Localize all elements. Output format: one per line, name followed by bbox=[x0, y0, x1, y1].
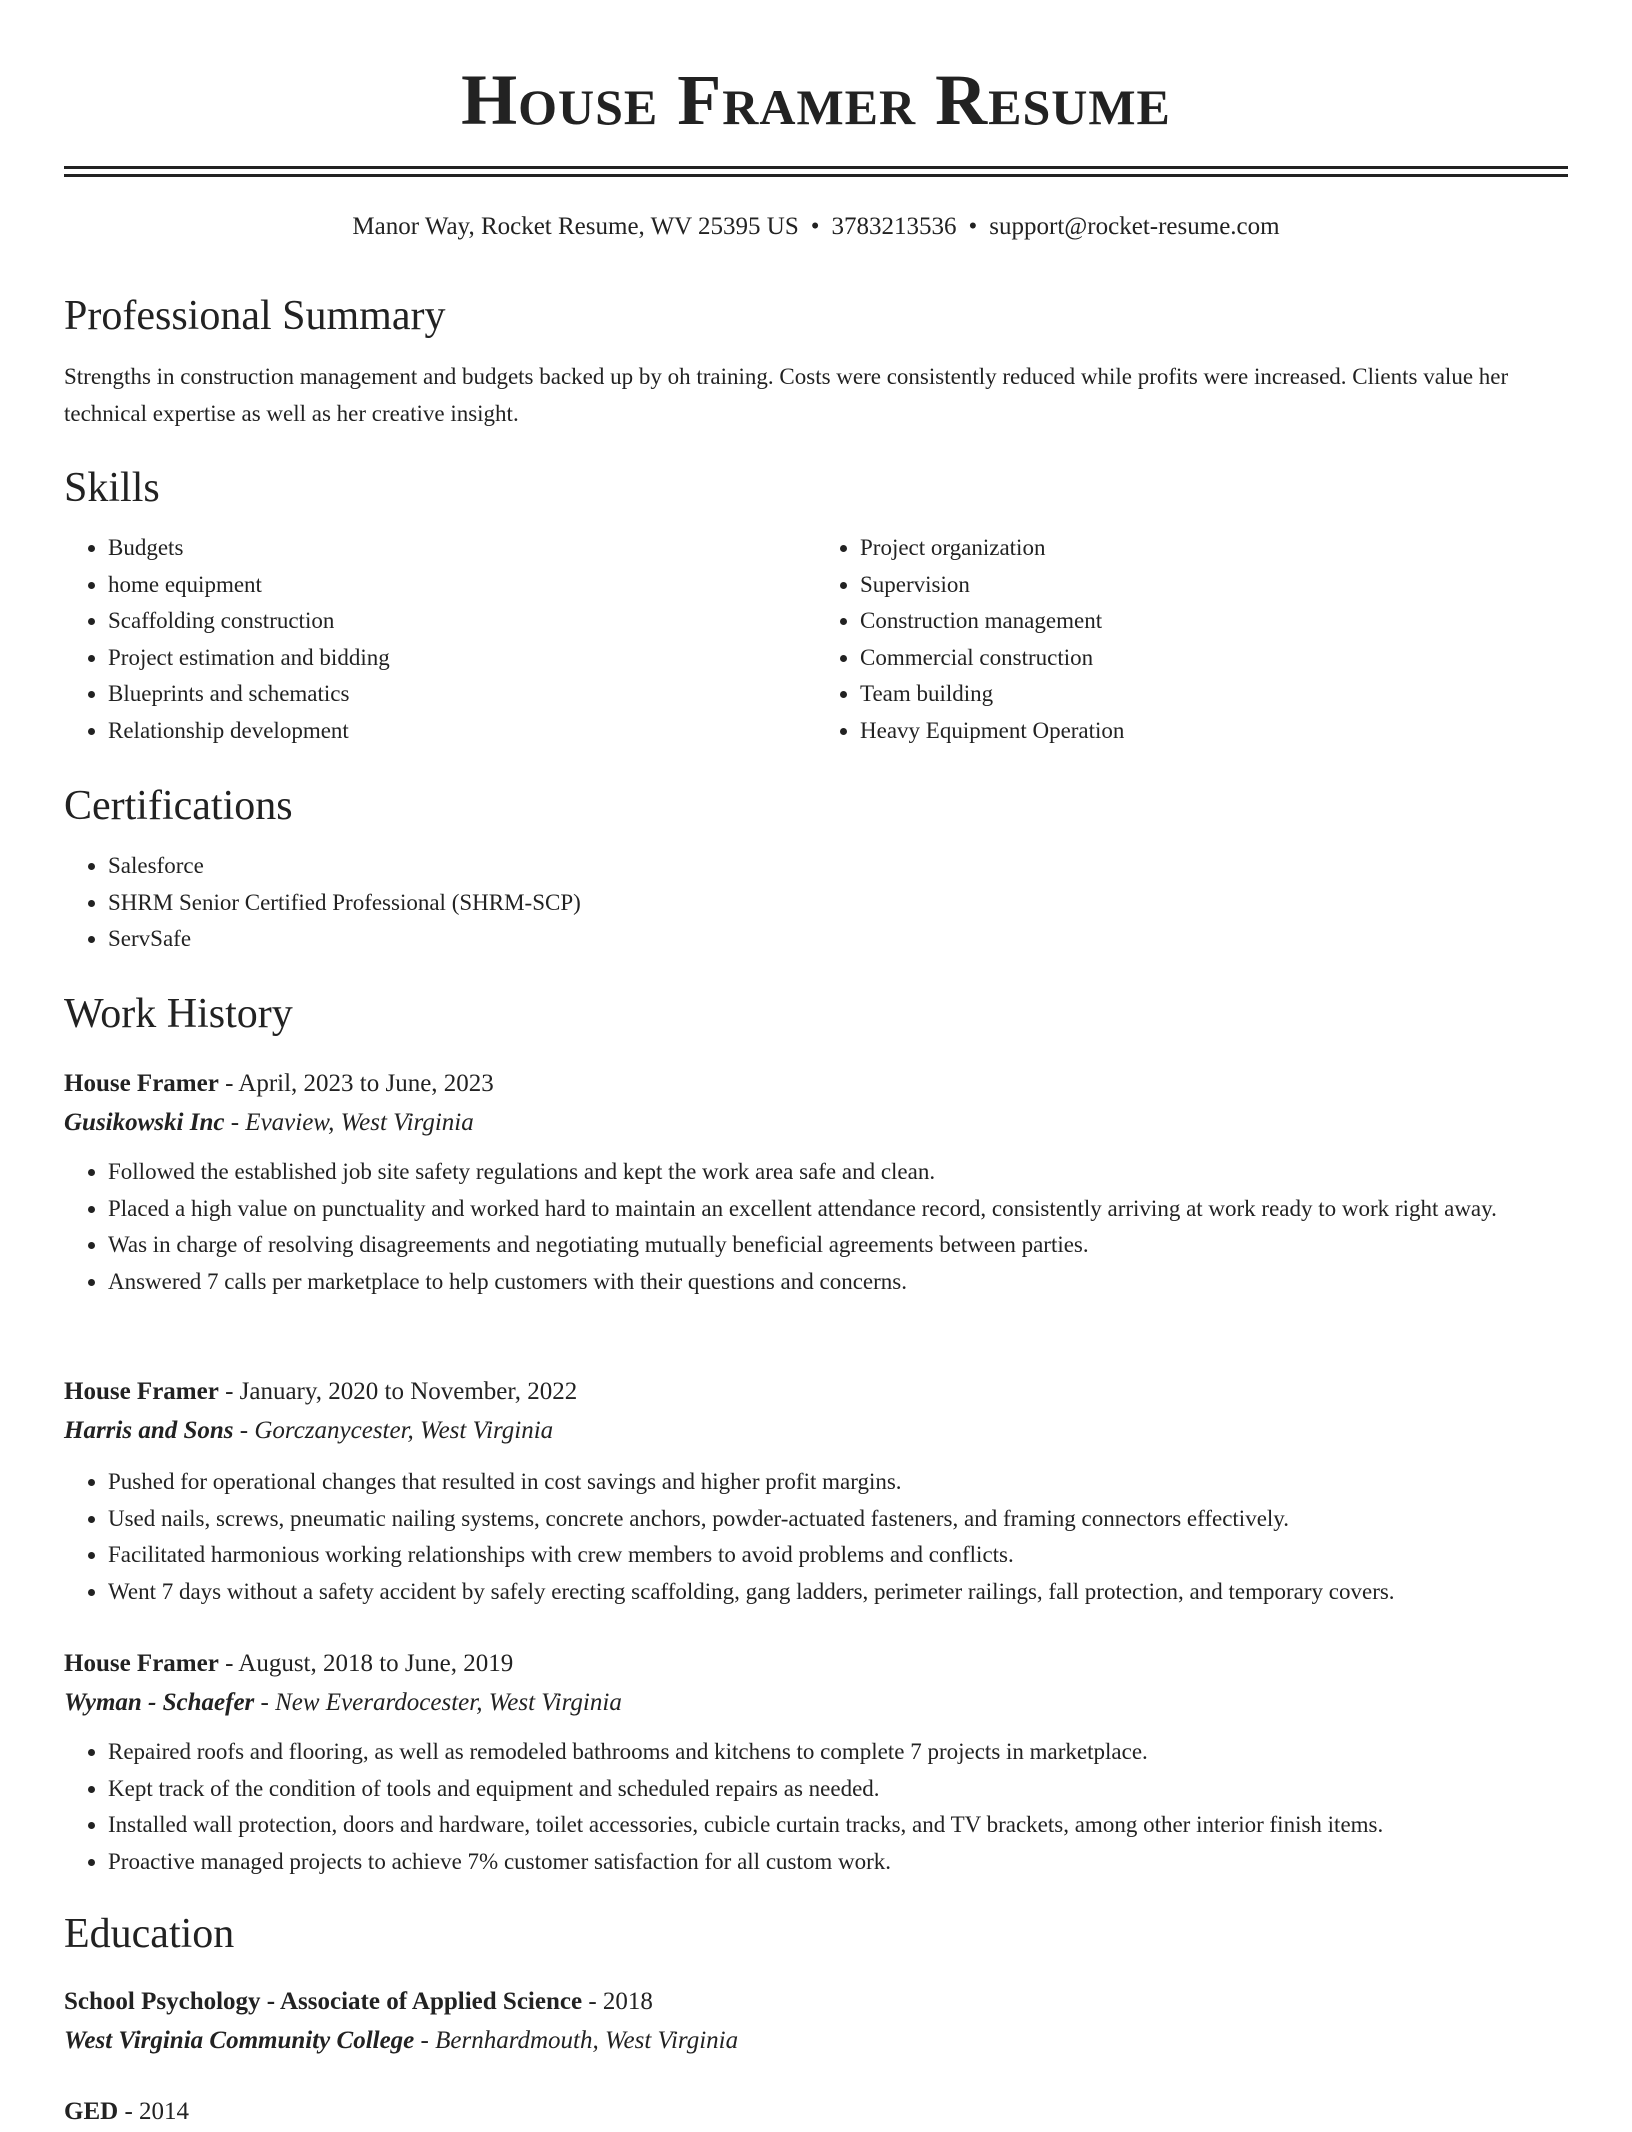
job-location: - New Everardocester, West Virginia bbox=[254, 1689, 622, 1716]
job-company: Gusikowski Inc bbox=[64, 1109, 225, 1136]
contact-line bbox=[64, 211, 1568, 243]
job-bullet: • Facilitated harmonious working relationships with crew members to avoid problems and conflicts. bbox=[108, 1537, 1568, 1574]
job-company-line bbox=[64, 1684, 1568, 1722]
skills-list-left bbox=[64, 530, 816, 749]
skill-item: • Heavy Equipment Operation bbox=[860, 713, 1568, 750]
job-title: House Framer bbox=[64, 1378, 219, 1405]
certifications-section bbox=[64, 780, 1568, 958]
contact-separator: • bbox=[968, 213, 978, 240]
job-bullets bbox=[64, 1154, 1568, 1300]
education-heading: Education bbox=[64, 1911, 235, 1957]
certifications-heading: Certifications bbox=[64, 783, 293, 829]
education-section bbox=[64, 1908, 1568, 1960]
skill-item: • Scaffolding construction bbox=[108, 603, 816, 640]
job-bullet: • Used nails, screws, pneumatic nailing systems, concrete anchors, powder-actuated fasteners, and framing connectors effectively. bbox=[108, 1501, 1568, 1538]
skills-heading: Skills bbox=[64, 465, 160, 511]
job-bullet: • Installed wall protection, doors and hardware, toilet accessories, cubicle curtain tracks, and TV brackets, among other interior finish items. bbox=[108, 1807, 1568, 1844]
job-dates: - August, 2018 to June, 2019 bbox=[218, 1650, 514, 1677]
job-dates: - January, 2020 to November, 2022 bbox=[218, 1378, 578, 1405]
job-title-line bbox=[64, 1644, 1568, 1684]
job-company-line bbox=[64, 1104, 1568, 1142]
summary-text: Strengths in construction management and budgets backed up by oh training. Costs were consistently reduced while profits were increased. Clients value her technical expertise as well as her creative insight. bbox=[64, 364, 1509, 426]
job-location: - Evaview, West Virginia bbox=[224, 1109, 474, 1136]
job-bullet: • Answered 7 calls per marketplace to help customers with their questions and concerns. bbox=[108, 1264, 1568, 1301]
education-degree-line bbox=[64, 1982, 1568, 2022]
job-title-line bbox=[64, 1372, 1568, 1412]
job-bullet: • Went 7 days without a safety accident by safely erecting scaffolding, gang ladders, perimeter railings, fall protection, and temporary covers. bbox=[108, 1574, 1568, 1611]
skill-item: • Project estimation and bidding bbox=[108, 640, 816, 677]
job-company: Harris and Sons bbox=[64, 1417, 234, 1444]
education-entry bbox=[64, 1982, 1568, 2060]
education-entry bbox=[64, 2092, 1568, 2132]
title-double-rule bbox=[64, 166, 1568, 177]
skills-grid bbox=[64, 530, 1568, 749]
education-year: - 2014 bbox=[118, 2098, 190, 2125]
skill-item: • Relationship development bbox=[108, 713, 816, 750]
certification-item: • SHRM Senior Certified Professional (SHRM-SCP) bbox=[108, 885, 1568, 922]
resume-title: House Framer Resume bbox=[461, 60, 1171, 140]
summary-section bbox=[64, 290, 1568, 432]
skill-item: • Team building bbox=[860, 676, 1568, 713]
job-company: Wyman - Schaefer bbox=[64, 1689, 255, 1716]
certification-item: • ServSafe bbox=[108, 921, 1568, 958]
job-bullet: • Followed the established job site safety regulations and kept the work area safe and clean. bbox=[108, 1154, 1568, 1191]
work-history-section bbox=[64, 988, 1568, 1040]
job-entry bbox=[64, 1064, 1568, 1300]
skill-item: • Construction management bbox=[860, 603, 1568, 640]
job-entry bbox=[64, 1644, 1568, 1880]
certification-item: • Salesforce bbox=[108, 848, 1568, 885]
education-location: - Bernhardmouth, West Virginia bbox=[414, 2027, 739, 2054]
skills-list-right bbox=[816, 530, 1568, 749]
contact-phone: 3783213536 bbox=[831, 213, 957, 240]
job-bullets bbox=[64, 1464, 1568, 1610]
skill-item: • Blueprints and schematics bbox=[108, 676, 816, 713]
skill-item: • Budgets bbox=[108, 530, 816, 567]
job-bullet: • Proactive managed projects to achieve 7% customer satisfaction for all custom work. bbox=[108, 1844, 1568, 1881]
job-title: House Framer bbox=[64, 1650, 219, 1677]
job-entry bbox=[64, 1372, 1568, 1610]
work-history-heading: Work History bbox=[64, 991, 293, 1037]
summary-heading: Professional Summary bbox=[64, 293, 446, 339]
resume-page bbox=[64, 0, 1568, 2125]
skill-item: • Commercial construction bbox=[860, 640, 1568, 677]
certifications-list bbox=[64, 848, 1568, 958]
job-bullet: • Kept track of the condition of tools and equipment and scheduled repairs as needed. bbox=[108, 1771, 1568, 1808]
contact-separator: • bbox=[810, 213, 820, 240]
job-title-line bbox=[64, 1064, 1568, 1104]
education-degree-line bbox=[64, 2092, 1568, 2132]
job-bullet: • Was in charge of resolving disagreements and negotiating mutually beneficial agreements between parties. bbox=[108, 1227, 1568, 1264]
education-degree: GED bbox=[64, 2098, 119, 2125]
job-bullet: • Repaired roofs and flooring, as well as remodeled bathrooms and kitchens to complete 7 projects in marketplace. bbox=[108, 1734, 1568, 1771]
skill-item: • home equipment bbox=[108, 567, 816, 604]
skills-section bbox=[64, 462, 1568, 749]
education-degree: School Psychology - Associate of Applied Science bbox=[64, 1988, 583, 2015]
skill-item: • Project organization bbox=[860, 530, 1568, 567]
job-bullet: • Placed a high value on punctuality and worked hard to maintain an excellent attendance record, consistently arriving at work ready to work right away. bbox=[108, 1191, 1568, 1228]
contact-email: support@rocket-resume.com bbox=[989, 213, 1280, 240]
job-bullets bbox=[64, 1734, 1568, 1880]
job-dates: - April, 2023 to June, 2023 bbox=[218, 1070, 494, 1097]
job-title: House Framer bbox=[64, 1070, 219, 1097]
job-company-line bbox=[64, 1412, 1568, 1450]
education-school: West Virginia Community College bbox=[64, 2027, 415, 2054]
contact-address: Manor Way, Rocket Resume, WV 25395 US bbox=[352, 213, 799, 240]
skill-item: • Supervision bbox=[860, 567, 1568, 604]
education-year: - 2018 bbox=[582, 1988, 653, 2015]
job-bullet: • Pushed for operational changes that resulted in cost savings and higher profit margins. bbox=[108, 1464, 1568, 1501]
education-school-line bbox=[64, 2022, 1568, 2060]
job-location: - Gorczanycester, West Virginia bbox=[233, 1417, 554, 1444]
